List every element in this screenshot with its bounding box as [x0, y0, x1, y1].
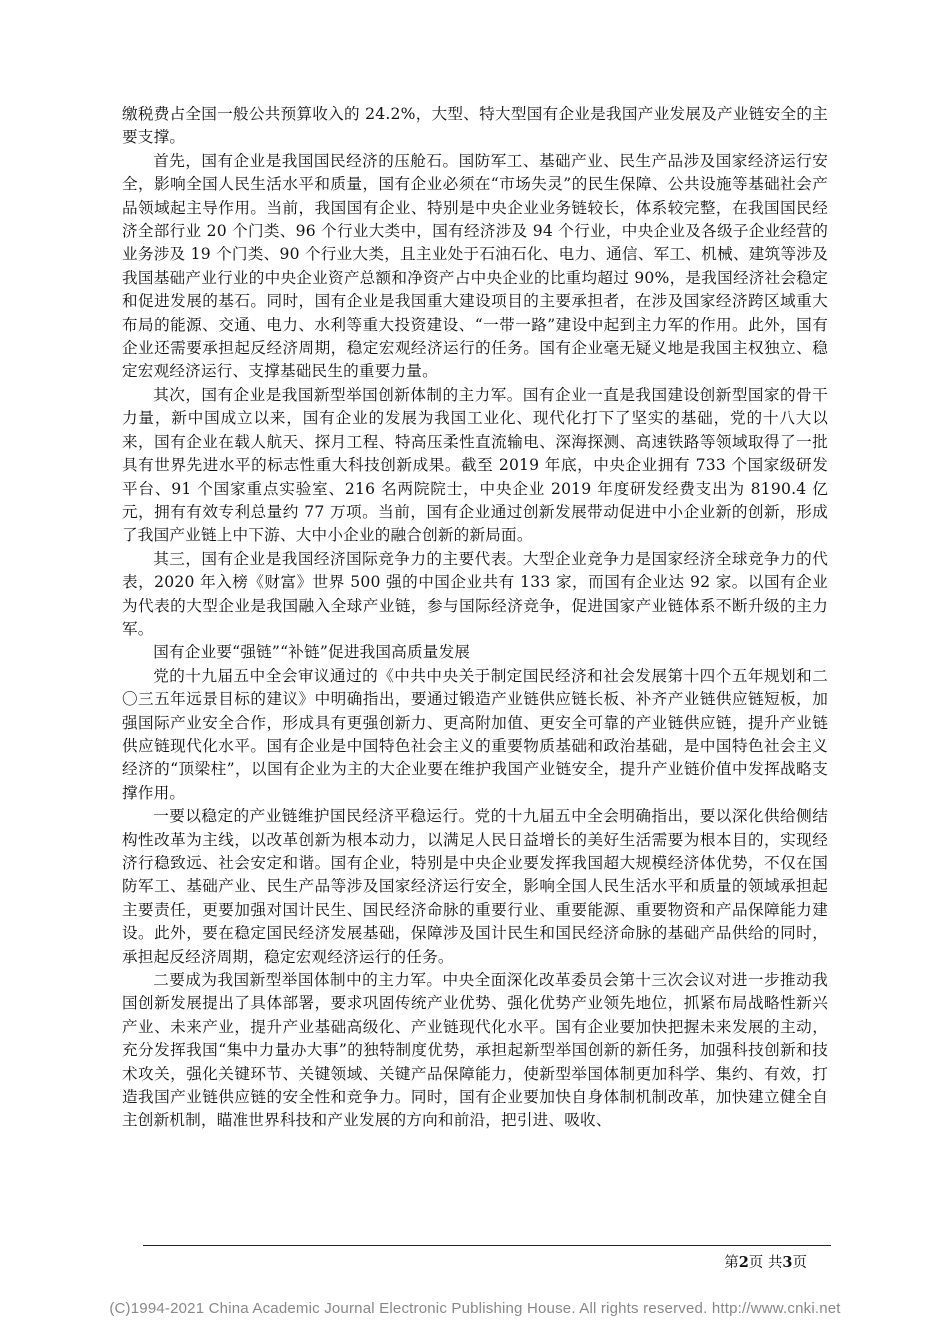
paragraph-main-force: 二要成为我国新型举国体制中的主力军。中央全面深化改革委员会第十三次会议对进一步推动我国创新发展提出了具体部署，要求巩固传统产业优势、强化优势产业领先地位，抓紧布局战略性新兴产业、未来产业，提升产业基础高级化、产业链现代化水平。国有企业要加快把握未来发展的主动，充分发挥我国“集中力量办大事”的独特制度优势，承担起新型举国创新的新任务，加强科技创新和技术攻关，强化关键环节、关键领域、关键产品保障能力，使新型举国体制更加科学、集约、有效，打造我国产业链供应链的安全性和竞争力。同时，国有企业要加快自身体制机制改革，加快建立健全自主创新机制，瞄准世界科技和产业发展的方向和前沿，把引进、吸收、	[122, 971, 828, 1130]
paragraph-plenum-proposal: 党的十九届五中全会审议通过的《中共中央关于制定国民经济和社会发展第十四个五年规划和二〇三五年远景目标的建议》中明确指出，要通过锻造产业链供应链长板、补齐产业链供应链短板，加强国际产业安全合作，形成具有更强创新力、更高附加值、更安全可靠的产业链供应链，提升产业链供应链现代化水平。国有企业是中国特色社会主义的重要物质基础和政治基础，是中国特色社会主义经济的“顶梁柱”，以国有企业为主的大企业要在维护我国产业链安全，提升产业链价值中发挥战略支撑作用。	[122, 666, 828, 802]
article-body	[122, 103, 828, 1133]
section-heading: 国有企业要“强链”“补链”促进我国高质量发展	[153, 643, 471, 662]
page-total: 3	[782, 1254, 793, 1271]
paragraph-stable-chain: 一要以稳定的产业链维护国民经济平稳运行。党的十九届五中全会明确指出，要以深化供给侧结构性改革为主线，以改革创新为根本动力，以满足人民日益增长的美好生活需要为根本目的，实现经济行稳致远、社会安定和谐。国有企业，特别是中央企业要发挥我国超大规模经济体优势，不仅在国防军工、基础产业、民生产品等涉及国家经济运行安全，影响全国人民生活水平和质量的领域承担起主要责任，更要加强对国计民生、国民经济命脉的重要行业、重要能源、重要物资和产品保障能力建设。此外，要在稳定国民经济发展基础，保障涉及国计民生和国民经济命脉的基础产品供给的同时，承担起反经济周期，稳定宏观经济运行的任务。	[122, 807, 828, 966]
page-number	[724, 1251, 807, 1272]
paragraph-second-point: 其次，国有企业是我国新型举国创新体制的主力军。国有企业一直是我国建设创新型国家的骨干力量，新中国成立以来，国有企业的发展为我国工业化、现代化打下了坚实的基础，党的十八大以来，国有企业在载人航天、探月工程、特高压柔性直流输电、深海探测、高速铁路等领域取得了一批具有世界先进水平的标志性重大科技创新成果。截至 2019 年底，中央企业拥有 733 个国家级研发平台、91 个国家重点实验室、216 名两院院士，中央企业 2019 年度研发经费支出为 8190.4 亿元，拥有有效专利总量约 77 万项。当前，国有企业通过创新发展带动促进中小企业新的创新，形成了我国产业链上中下游、大中小企业的融合创新的新局面。	[122, 385, 828, 545]
page-current: 2	[738, 1254, 749, 1271]
paragraph-third-point: 其三，国有企业是我国经济国际竞争力的主要代表。大型企业竞争力是国家经济全球竞争力的代表，2020 年入榜《财富》世界 500 强的中国企业共有 133 家，而国有企业达 92 家。以国有企业为代表的大型企业是我国融入全球产业链，参与国际经济竞争，促进国家产业链体系不断升级的主力军。	[122, 549, 828, 638]
page-middle: 页 共	[748, 1255, 783, 1271]
page-suffix: 页	[792, 1255, 807, 1271]
paragraph-continuation: 缴税费占全国一般公共预算收入的 24.2%，大型、特大型国有企业是我国产业发展及产业链安全的主要支撑。	[122, 105, 828, 147]
page-prefix: 第	[724, 1255, 739, 1271]
copyright-notice: (C)1994-2021 China Academic Journal Electronic Publishing House. All rights reserved. http://www.cnki.net	[109, 1300, 841, 1317]
footer-divider	[143, 1245, 831, 1246]
paragraph-first-point: 首先，国有企业是我国国民经济的压舱石。国防军工、基础产业、民生产品涉及国家经济运行安全，影响全国人民生活水平和质量，国有企业必须在“市场失灵”的民生保障、公共设施等基础社会产品领域起主导作用。当前，我国国有企业、特别是中央企业业务链较长，体系较完整，在我国国民经济全部行业 20 个门类、96 个行业大类中，国有经济涉及 94 个行业，中央企业及各级子企业经营的业务涉及 19 个门类、90 个行业大类，且主业处于石油石化、电力、通信、军工、机械、建筑等涉及我国基础产业行业的中央企业资产总额和净资产占中央企业的比重均超过 90%，是我国经济社会稳定和促进发展的基石。同时，国有企业是我国重大建设项目的主要承担者，在涉及国家经济跨区域重大布局的能源、交通、电力、水利等重大投资建设、“一带一路”建设中起到主力军的作用。此外，国有企业还需要承担起反经济周期，稳定宏观经济运行的任务。国有企业毫无疑义地是我国主权独立、稳定宏观经济运行、支撑基础民生的重要力量。	[122, 151, 828, 381]
